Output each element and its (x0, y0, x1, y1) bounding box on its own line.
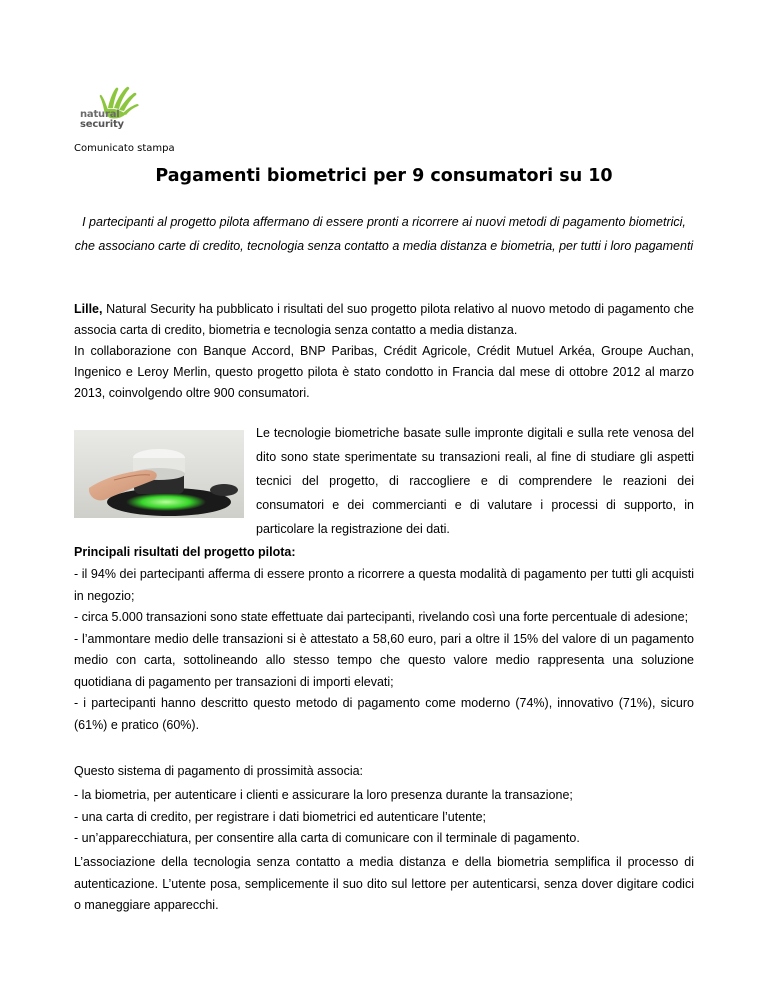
results-list (74, 564, 694, 736)
lead-paragraph (74, 299, 694, 341)
list-item: - i partecipanti hanno descritto questo metodo di pagamento come moderno (74%), innovativo (71%), sicuro (61%) e pratico (60%). (74, 696, 694, 732)
list-item: - una carta di credito, per registrare i dati biometrici ed autenticare l’utente; (74, 809, 487, 824)
logo-line-1: natural (80, 109, 120, 120)
list-item: - la biometria, per autenticare i clienti e assicurare la loro presenza durante la transazione; (74, 788, 573, 802)
logo-line-2: security (80, 119, 124, 130)
document-subtitle: I partecipanti al progetto pilota affermano di essere pronti a ricorrere ai nuovi metodi di pagamento biometrici, che associano carte di credito, tecnologia senza contatto a media distanza e biometria, per tutti i loro pagamenti (74, 215, 694, 253)
list-item: - il 94% dei partecipanti afferma di essere pronto a ricorrere a questa modalità di pagamento per tutti gli acquisti in negozio; (74, 567, 694, 603)
system-list (74, 785, 694, 850)
list-item: - un’apparecchiatura, per consentire alla carta di comunicare con il terminale di pagamento. (74, 831, 580, 845)
document-title: Pagamenti biometrici per 9 consumatori su 10 (155, 166, 613, 186)
lead-text: Natural Security ha pubblicato i risultati del suo progetto pilota relativo al nuovo metodo di pagamento che associa carta di credito, biometria e tecnologia senza contatto a media distanza. (74, 302, 694, 337)
lead-place: Lille, (74, 302, 103, 316)
closing-paragraph: L’associazione della tecnologia senza contatto a media distanza e della biometria semplifica il processo di autenticazione. L’utente posa, semplicemente il suo dito sul lettore per autenticarsi, senza dover digitare codici o maneggiare apparecchi. (74, 855, 694, 912)
technology-paragraph: Le tecnologie biometriche basate sulle impronte digitali e sulla rete venosa del dito sono state sperimentate su transazioni reali, al fine di studiare gli aspetti tecnici del progetto, di raccogliere e di comprendere le reazioni dei consumatori e dei commercianti e di valutare i processi di supporto, in particolare la registrazione dei dati. (256, 426, 694, 536)
list-item: - l’ammontare medio delle transazioni si è attestato a 58,60 euro, pari a oltre il 15% del valore di un pagamento medio con carta, sottolineando allo stesso tempo che questo valore medio rappresenta una soluzione quotidiana di pagamento per transazioni di importi elevati; (74, 631, 694, 689)
list-item: - circa 5.000 transazioni sono state effettuate dai partecipanti, rivelando così una forte percentuale di adesione; (74, 610, 689, 624)
logo-wordmark (80, 110, 124, 130)
collaboration-paragraph: In collaborazione con Banque Accord, BNP Paribas, Crédit Agricole, Crédit Mutuel Arkéa, Groupe Auchan, Ingenico e Leroy Merlin, questo progetto pilota è stato condotto in Francia dal mese di ottobre 2012 al marzo 2013, coinvolgendo oltre 900 consumatori. (74, 344, 694, 400)
biometric-reader-photo (74, 430, 244, 518)
results-heading: Principali risultati del progetto pilota: (74, 545, 296, 559)
system-intro: Questo sistema di pagamento di prossimità associa: (74, 764, 364, 778)
press-release-label: Comunicato stampa (74, 143, 175, 154)
